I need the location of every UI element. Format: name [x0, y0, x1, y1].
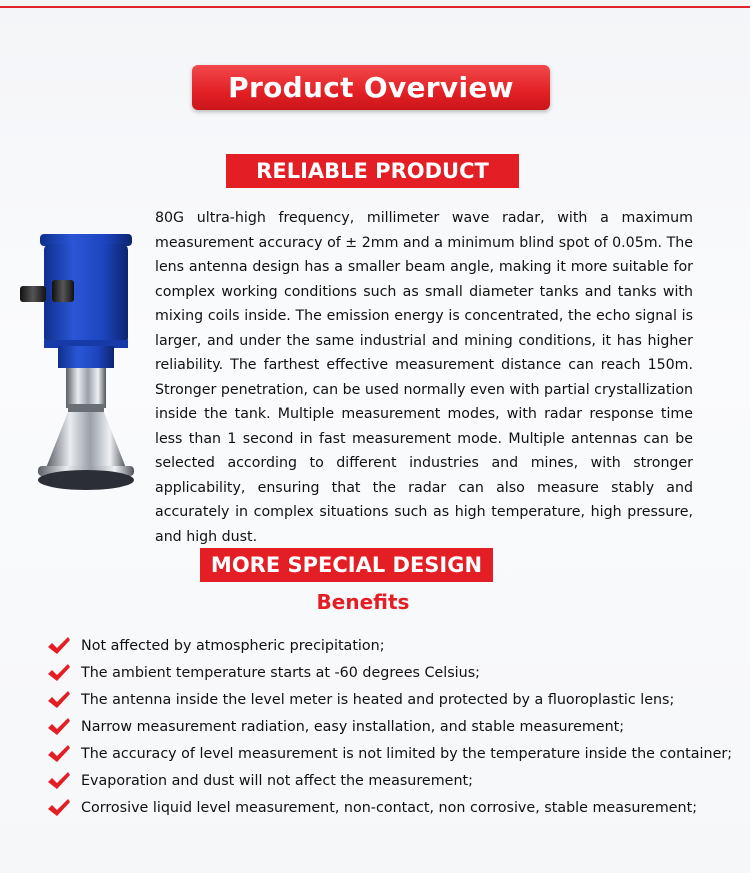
- checkmark-icon: [47, 717, 71, 737]
- benefit-text: The ambient temperature starts at -60 degrees Celsius;: [81, 665, 480, 681]
- benefits-list: [47, 633, 737, 822]
- page-title: Product Overview: [228, 71, 514, 104]
- checkmark-icon: [47, 663, 71, 683]
- benefit-item: [47, 687, 737, 714]
- benefit-text: Corrosive liquid level measurement, non-contact, non corrosive, stable measurement;: [81, 800, 698, 816]
- top-divider: [0, 6, 750, 8]
- checkmark-icon: [47, 744, 71, 764]
- checkmark-icon: [47, 771, 71, 791]
- benefit-text: Not affected by atmospheric precipitation;: [81, 638, 385, 654]
- benefit-item: [47, 768, 737, 795]
- product-description: 80G ultra-high frequency, millimeter wave radar, with a maximum measurement accuracy of ± 2mm and a minimum blind spot of 0.05m. The lens antenna design has a smaller beam angle, making it more suitable for complex working conditions such as small diameter tanks and tanks with mixing coils inside. The emission energy is concentrated, the echo signal is larger, and under the same industrial and mining conditions, it has higher reliability. The farthest effective measurement distance can reach 150m. Stronger penetration, can be used normally even with partial crystallization inside the tank. Multiple measurement modes, with radar response time less than 1 second in fast measurement mode. Multiple antennas can be selected according to different industries and mines, with stronger applicability, ensuring that the radar can also measure stably and accurately in complex situations such as high temperature, high pressure, and high dust.: [155, 210, 693, 545]
- benefit-text: The antenna inside the level meter is heated and protected by a fluoroplastic lens;: [81, 692, 675, 708]
- checkmark-icon: [47, 690, 71, 710]
- benefit-text: The accuracy of level measurement is not limited by the temperature inside the container;: [81, 746, 733, 762]
- benefits-heading: Benefits: [316, 590, 410, 614]
- benefit-item: [47, 633, 737, 660]
- benefit-text: Narrow measurement radiation, easy installation, and stable measurement;: [81, 719, 625, 735]
- benefit-item: [47, 660, 737, 687]
- checkmark-icon: [47, 798, 71, 818]
- benefit-item: [47, 714, 737, 741]
- section-title-banner: [192, 65, 550, 110]
- special-design-label: MORE SPECIAL DESIGN: [200, 548, 493, 582]
- checkmark-icon: [47, 636, 71, 656]
- reliable-product-label: RELIABLE PRODUCT: [226, 154, 519, 188]
- radar-level-meter-image: [18, 228, 138, 500]
- benefit-item: [47, 741, 737, 768]
- benefit-text: Evaporation and dust will not affect the measurement;: [81, 773, 473, 789]
- benefit-item: [47, 795, 737, 822]
